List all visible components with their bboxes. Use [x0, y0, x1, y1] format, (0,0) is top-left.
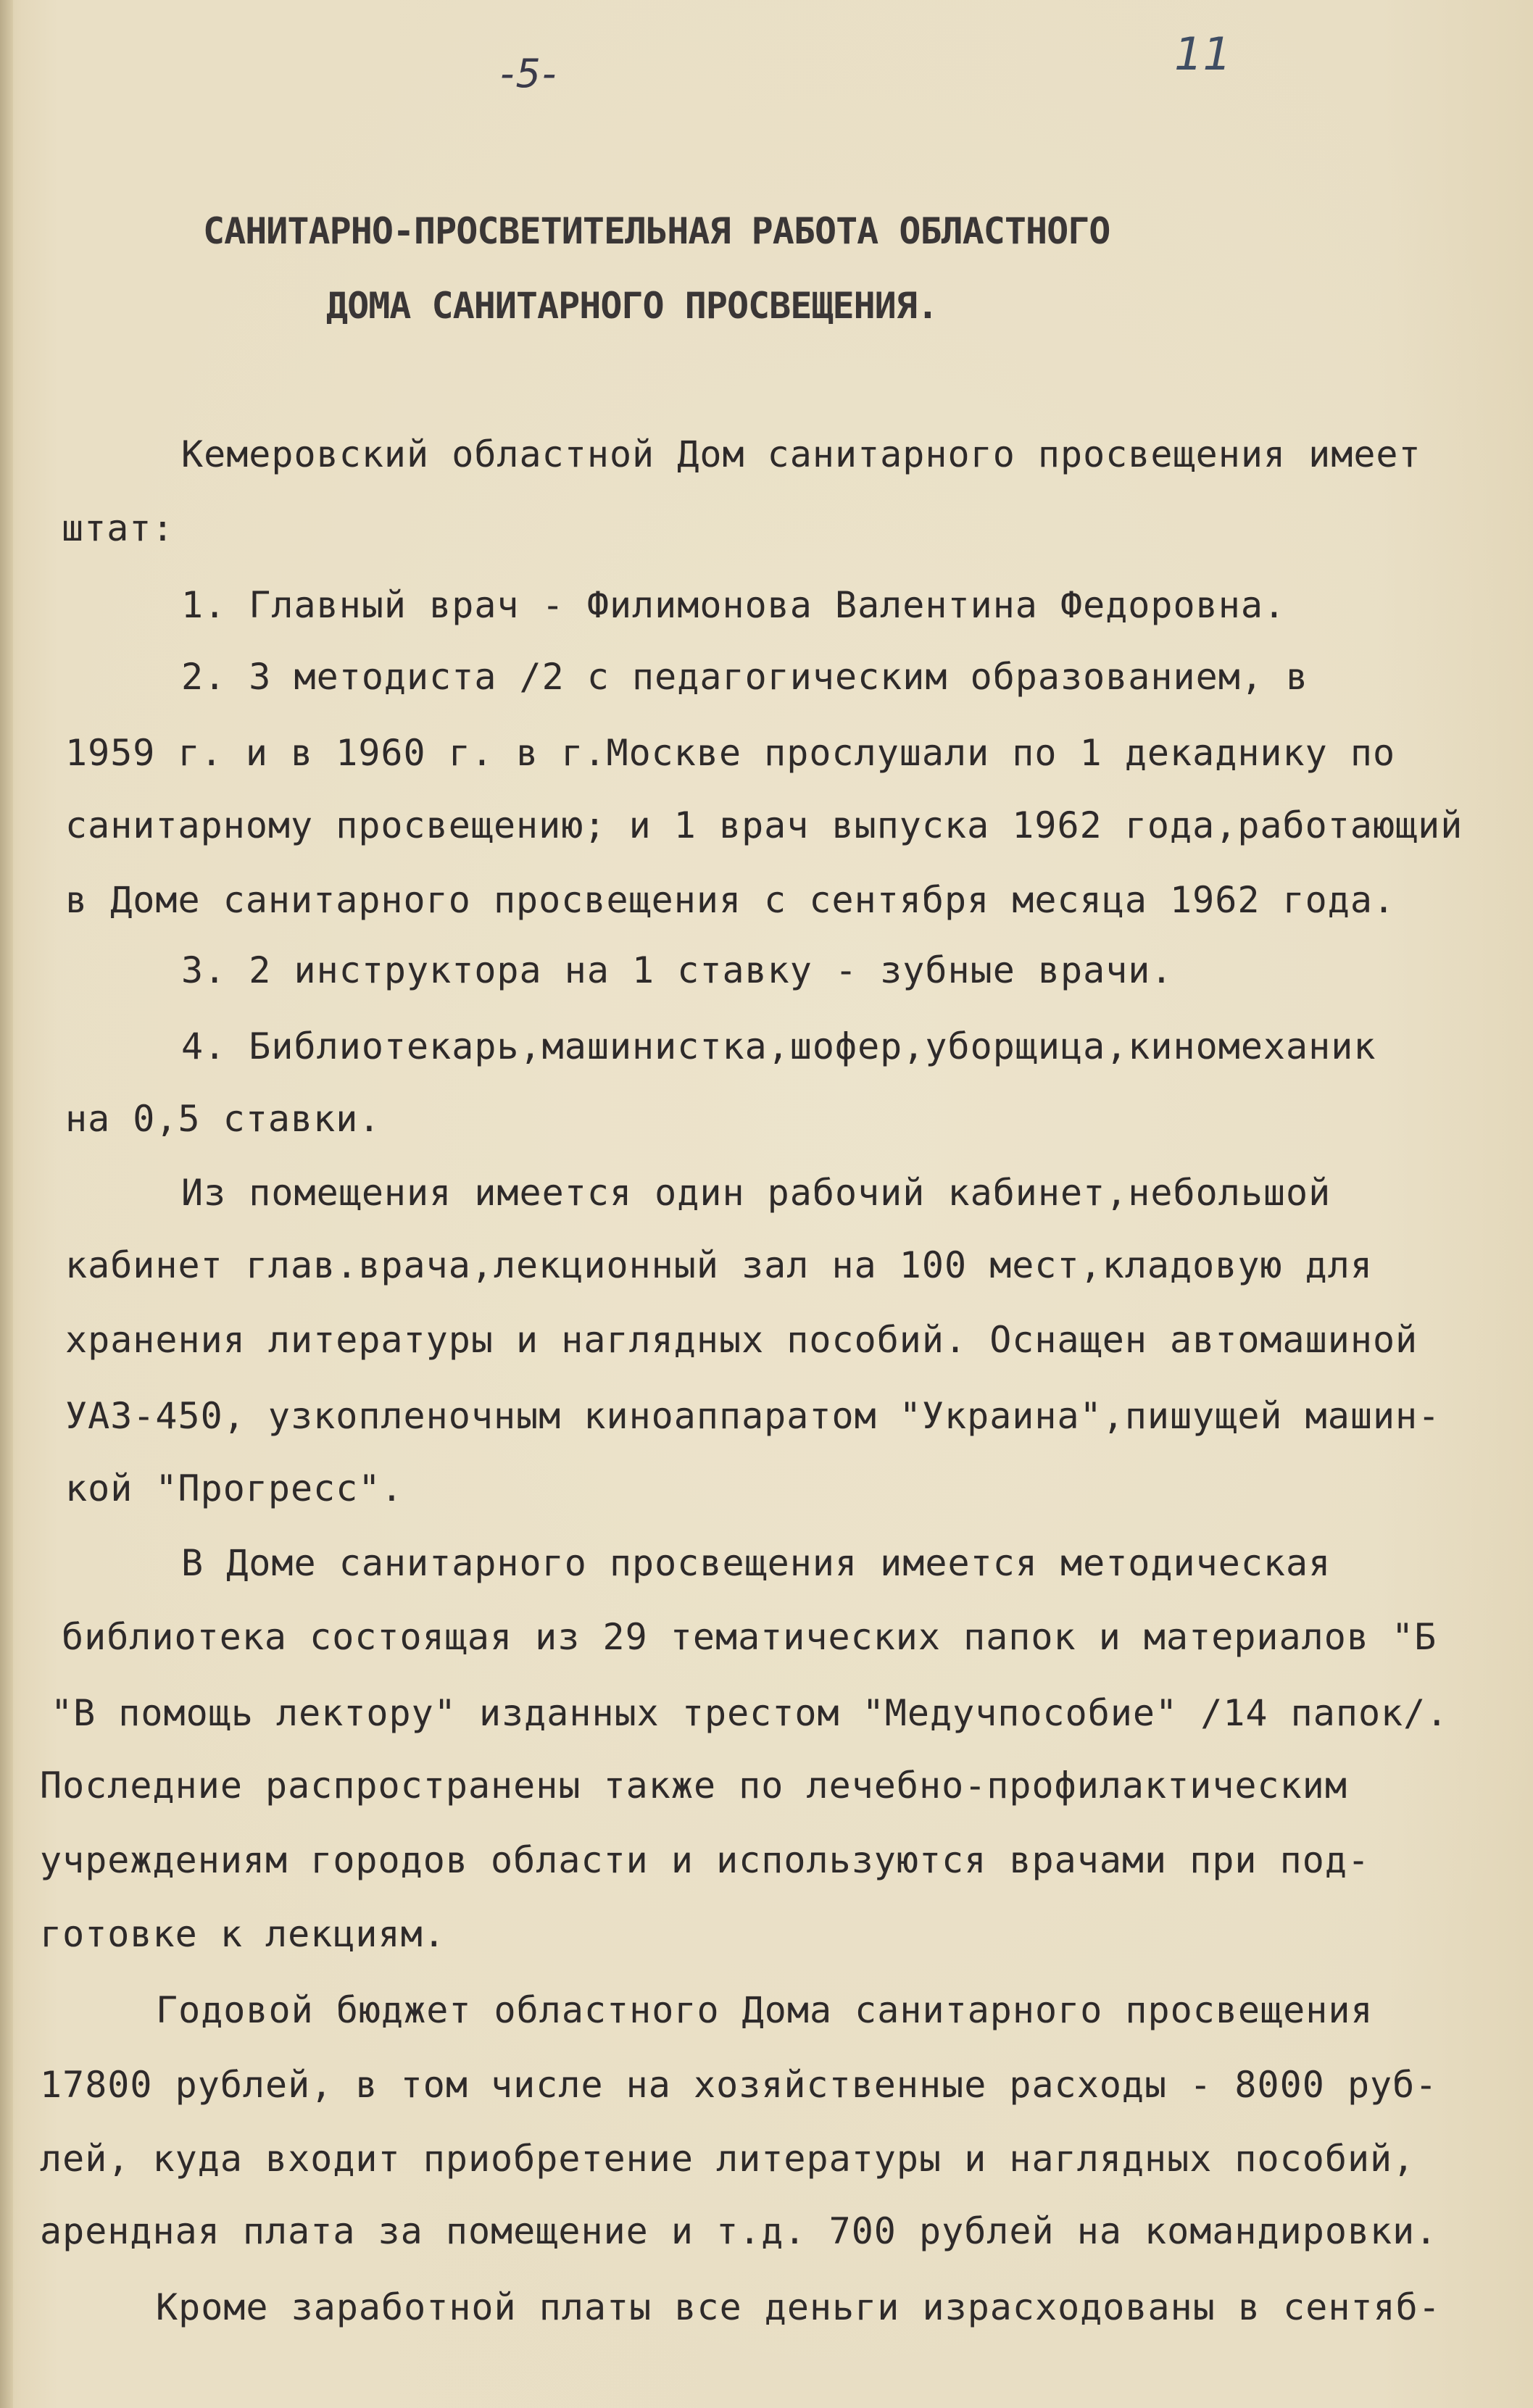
body-line: Последние распространены также по лечебно-профилактическим — [40, 1765, 1347, 1807]
body-line: Кроме заработной платы все деньги израсходованы в сентяб- — [156, 2286, 1441, 2328]
document-title-line-1: САНИТАРНО-ПРОСВЕТИТЕЛЬНАЯ РАБОТА ОБЛАСТНОГО — [203, 210, 1110, 252]
body-line: Годовой бюджет областного Дома санитарного просвещения — [156, 1989, 1374, 2031]
body-line: кабинет глав.врача,лекционный зал на 100 мест,кладовую для — [65, 1244, 1373, 1286]
body-line: арендная плата за помещение и т.д. 700 рублей на командировки. — [40, 2210, 1438, 2252]
body-line: санитарному просвещению; и 1 врач выпуска 1962 года,работающий — [65, 804, 1463, 846]
body-line: на 0,5 ставки. — [65, 1098, 381, 1140]
page-number: -5- — [500, 51, 558, 96]
binding-edge — [0, 0, 13, 2408]
document-title-line-2: ДОМА САНИТАРНОГО ПРОСВЕЩЕНИЯ. — [326, 285, 938, 327]
body-line: хранения литературы и наглядных пособий. Оснащен автомашиной — [65, 1319, 1418, 1361]
body-line: Из помещения имеется один рабочий кабинет,небольшой — [181, 1172, 1331, 1214]
body-line: учреждениям городов области и используются врачами при под- — [40, 1839, 1371, 1881]
folio-number: 11 — [1174, 28, 1231, 80]
body-line: УАЗ-450, узкопленочным киноаппаратом "Украина",пишущей машин- — [65, 1395, 1441, 1437]
body-line: кой "Прогресс". — [65, 1467, 404, 1509]
body-line: 4. Библиотекарь,машинистка,шофер,уборщица,киномеханик — [181, 1025, 1376, 1067]
body-line: "В помощь лектору" изданных трестом "Медучпособие" /14 папок/. — [51, 1692, 1449, 1734]
body-line: лей, куда входит приобретение литературы и наглядных пособий, — [40, 2138, 1416, 2180]
body-line: 1959 г. и в 1960 г. в г.Москве прослушали по 1 декаднику по — [65, 732, 1396, 774]
body-line: библиотека состоящая из 29 тематических папок и материалов "Б — [62, 1616, 1437, 1658]
body-line: 2. 3 методиста /2 с педагогическим образованием, в — [181, 656, 1309, 698]
body-line: 17800 рублей, в том числе на хозяйственные расходы - 8000 руб- — [40, 2064, 1438, 2106]
body-line: в Доме санитарного просвещения с сентября месяца 1962 года. — [65, 879, 1396, 921]
body-line: Кемеровский областной Дом санитарного просвещения имеет — [181, 433, 1421, 475]
body-line: готовке к лекциям. — [40, 1913, 446, 1955]
body-line: В Доме санитарного просвещения имеется методическая — [181, 1542, 1331, 1584]
body-line: штат: — [62, 507, 175, 549]
body-line: 1. Главный врач - Филимонова Валентина Федоровна. — [181, 584, 1287, 626]
body-line: 3. 2 инструктора на 1 ставку - зубные врачи. — [181, 949, 1173, 991]
